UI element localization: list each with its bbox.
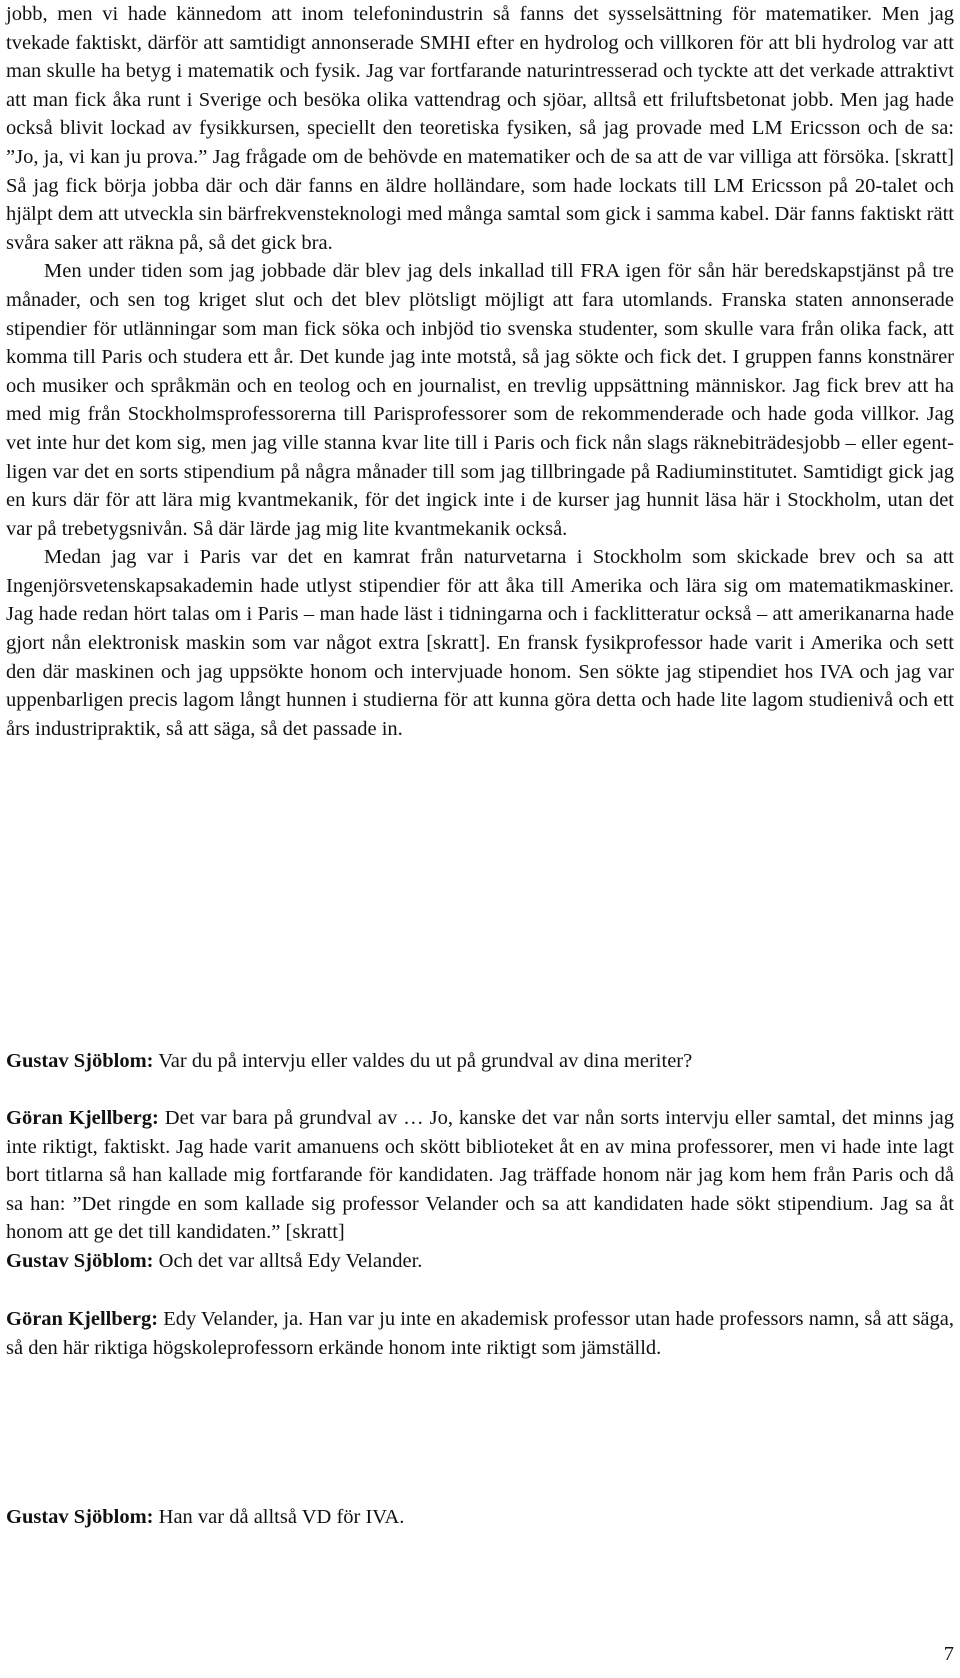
paragraph-3: Medan jag var i Paris var det en kamrat från naturvetarna i Stockholm som skickade brev och sa att Ingenjörsvetenskapsakademin hade utlyst stipendier för att åka till Amerika och lära sig om matematikmaskiner. Jag hade redan hört talas om i Paris – man hade läst i tidningarna och i facklitteratur också – att amerikanarna hade gjort nån elektronisk maskin som var något extra [skratt]. En fransk fysikprofessor hade varit i Amerika och sett den där maskinen och jag uppsökte honom och intervjuade honom. Sen sökte jag stipendiet hos IVA och jag var uppenbarligen precis lagom långt hunnen i studierna för att kunna göra detta och hade lite lagom studienivå och ett års industripraktik, så att säga, så det passade in. [6, 546, 954, 740]
speech-text: Var du på intervju eller valdes du ut på grundval av dina meriter? [153, 1050, 693, 1072]
speaker-name: Gustav Sjöblom: [6, 1250, 154, 1272]
dialogue-turn [6, 1247, 954, 1276]
page-number: 7 [943, 1643, 954, 1665]
speaker-name: Gustav Sjöblom: [6, 1050, 154, 1072]
speech-text: Det var bara på grundval av … Jo, kanske det var nån sorts intervju eller samtal, det minns jag inte riktigt, faktiskt. Jag hade varit amanuens och skött biblioteket åt en av mina professorer, men vi hade inte lagt bort titlarna så han kallade mig fortfarande för kandidaten. Jag träffade honom när jag kom hem från Paris och då sa han: ”Det ringde en som kallade sig professor Velander och sa att kandidaten hade sökt stipendium. Jag sa åt honom att ge det till kandidaten.” [skratt] [6, 1107, 954, 1244]
dialogue-turn [6, 1104, 954, 1247]
speech-text: Och det var alltså Edy Velander. [153, 1250, 423, 1272]
speech-text: Han var då alltså VD för IVA. [153, 1506, 405, 1528]
dialogue-turn [6, 1503, 954, 1532]
dialogue-turn [6, 1047, 954, 1076]
dialogue-turn [6, 1305, 954, 1362]
speech-text: Edy Velander, ja. Han var ju inte en akademisk professor utan hade professors namn, så att säga, så den här riktiga högskoleprofessorn erkände honom inte riktigt som jämställd. [6, 1308, 954, 1359]
paragraph-2: Men under tiden som jag jobbade där blev jag dels inkallad till FRA igen för sån här beredskapstjänst på tre månader, och sen tog kriget slut och det blev plötsligt möjligt att fara utomlands. Franska staten annonserade stipendier för utlänningar som man fick söka och inbjöd tio svenska studenter, som skulle vara från olika fack, att komma till Paris och studera ett år. Det kunde jag inte motstå, så jag sökte och fick det. I gruppen fanns konstnärer och musiker och språkmän och en teolog och en journalist, en trevlig uppsättning människor. Jag fick brev att ha med mig från Stockholmsprofessorerna till Parisprofessorer som de rekommenderade och hade goda villkor. Jag vet inte hur det kom sig, men jag ville stanna kvar lite till i Paris och fick nån slags räknebiträdesjobb – eller egentligen var det en sorts stipendium på några månader till som jag tillbringade på Radiuminstitutet. Samtidigt gick jag en kurs där för att lära mig kvantmekanik, för det ingick inte i de kurser jag hunnit läsa här i Stockholm, utan det var på trebetygsnivån. Så där lärde jag mig lite kvantmekanik också. [6, 260, 954, 540]
speaker-name: Gustav Sjöblom: [6, 1506, 154, 1528]
speaker-name: Göran Kjellberg: [6, 1107, 159, 1129]
speaker-name: Göran Kjellberg: [6, 1308, 159, 1330]
paragraph-1: jobb, men vi hade kännedom att inom telefonindustrin så fanns det sysselsättning för matematiker. Men jag tvekade faktiskt, därför att samtidigt annonserade SMHI efter en hydrolog och villkoren för att bli hydrolog var att man skulle ha betyg i matematik och fysik. Jag var fortfarande naturintresserad och tyckte att det verkade attraktivt att man fick åka runt i Sverige och besöka olika vattendrag och sjöar, alltså ett friluftsbetonat jobb. Men jag hade också blivit lockad av fysikkursen, speciellt den teoretiska fysiken, så jag provade med LM Ericsson och de sa: ”Jo, ja, vi kan ju prova.” Jag frågade om de behövde en matematiker och de sa att de var villiga att försöka. [skratt] Så jag fick börja jobba där och där fanns en äldre holländare, som hade lockats till LM Ericsson på 20-talet och hjälpt dem att utveckla sin bärfrekvensteknologi med många samtal som gick i samma kabel. Där fanns faktiskt rätt svåra saker att räkna på, så det gick bra. [6, 3, 954, 254]
narrative-block [6, 0, 954, 743]
